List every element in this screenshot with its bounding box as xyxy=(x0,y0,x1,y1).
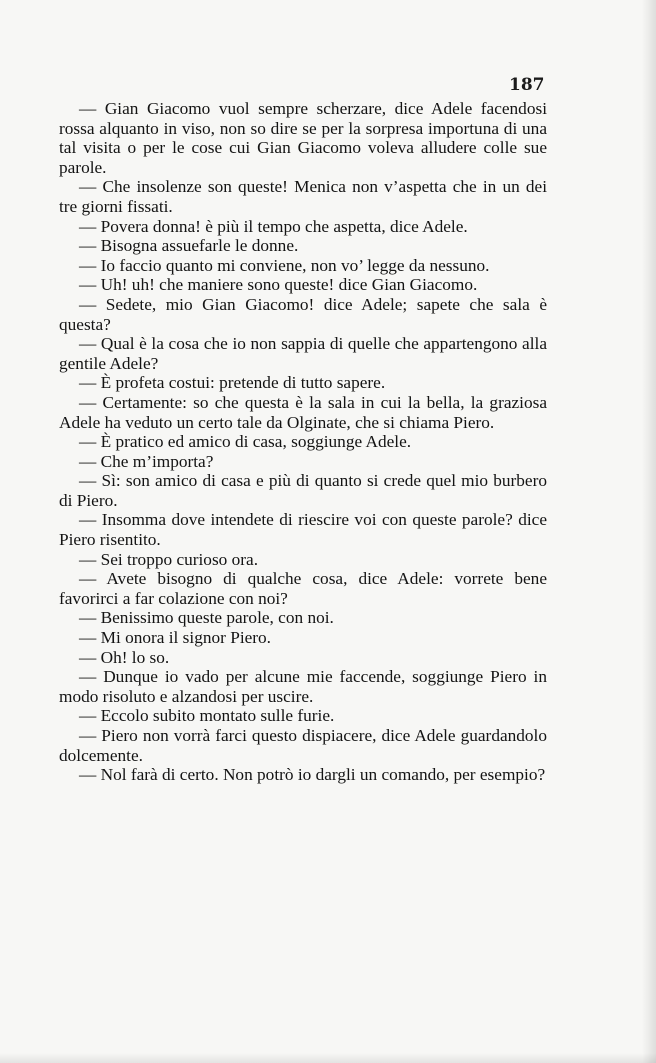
paragraph: — Sedete, mio Gian Giacomo! dice Adele; sapete che sala è questa? xyxy=(59,294,547,334)
paragraph: — Oh! lo so. xyxy=(79,647,170,667)
paragraph: — Povera donna! è più il tempo che aspetta, dice Adele. xyxy=(79,216,468,236)
paragraph: — Insomma dove intendete di riescire voi con queste parole? dice Piero risentito. xyxy=(59,510,547,550)
paragraph: — Mi onora il signor Piero. xyxy=(79,628,272,648)
paragraph: — Nol farà di certo. Non potrò io dargli un comando, per esempio? xyxy=(79,765,546,785)
paragraph: — Che insolenze son queste! Menica non v’aspetta che in un dei tre giorni fissati. xyxy=(59,177,547,216)
paragraph: — Avete bisogno di qualche cosa, dice Adele: vorrete bene favorirci a far colazione con noi? xyxy=(59,569,547,608)
paragraph: — Qual è la cosa che io non sappia di quelle che appartengono alla gentile Adele? xyxy=(59,334,547,373)
paragraph: — Gian Giacomo vuol sempre scherzare, dice Adele facendosi rossa alquanto in viso, non so dire se per la sorpresa importuna di una tal visita o per le cose cui Gian Giacomo voleva alludere colle sue parole. xyxy=(59,99,547,177)
page-bottom-shadow xyxy=(0,1053,656,1063)
paragraph: — È profeta costui: pretende di tutto sapere. xyxy=(79,373,386,393)
paragraph: — Sì: son amico di casa e più di quanto si crede quel mio burbero di Piero. xyxy=(59,471,547,510)
paragraph: — Piero non vorrà farci questo dispiacere, dice Adele guardandolo dolcemente. xyxy=(59,726,547,765)
paragraph: — Certamente: so che questa è la sala in cui la bella, la graziosa Adele ha veduto un certo tale da Olginate, che si chiama Piero. xyxy=(59,392,547,432)
paragraph: — Uh! uh! che maniere sono queste! dice Gian Giacomo. xyxy=(79,275,478,295)
paragraph: — Dunque io vado per alcune mie faccende, soggiunge Piero in modo risoluto e alzandosi per uscire. xyxy=(59,667,547,706)
body-text xyxy=(59,99,547,785)
paragraph: — Io faccio quanto mi conviene, non vo’ legge da nessuno. xyxy=(79,255,490,275)
paragraph: — È pratico ed amico di casa, soggiunge Adele. xyxy=(79,432,412,452)
paragraph: — Che m’importa? xyxy=(79,451,214,471)
page-number: 187 xyxy=(509,75,545,95)
paragraph: — Eccolo subito montato sulle furie. xyxy=(79,706,335,726)
paragraph: — Sei troppo curioso ora. xyxy=(79,549,259,569)
page-edge-shadow xyxy=(642,0,656,1063)
paragraph: — Benissimo queste parole, con noi. xyxy=(79,608,334,628)
paragraph: — Bisogna assuefarle le donne. xyxy=(79,236,299,256)
